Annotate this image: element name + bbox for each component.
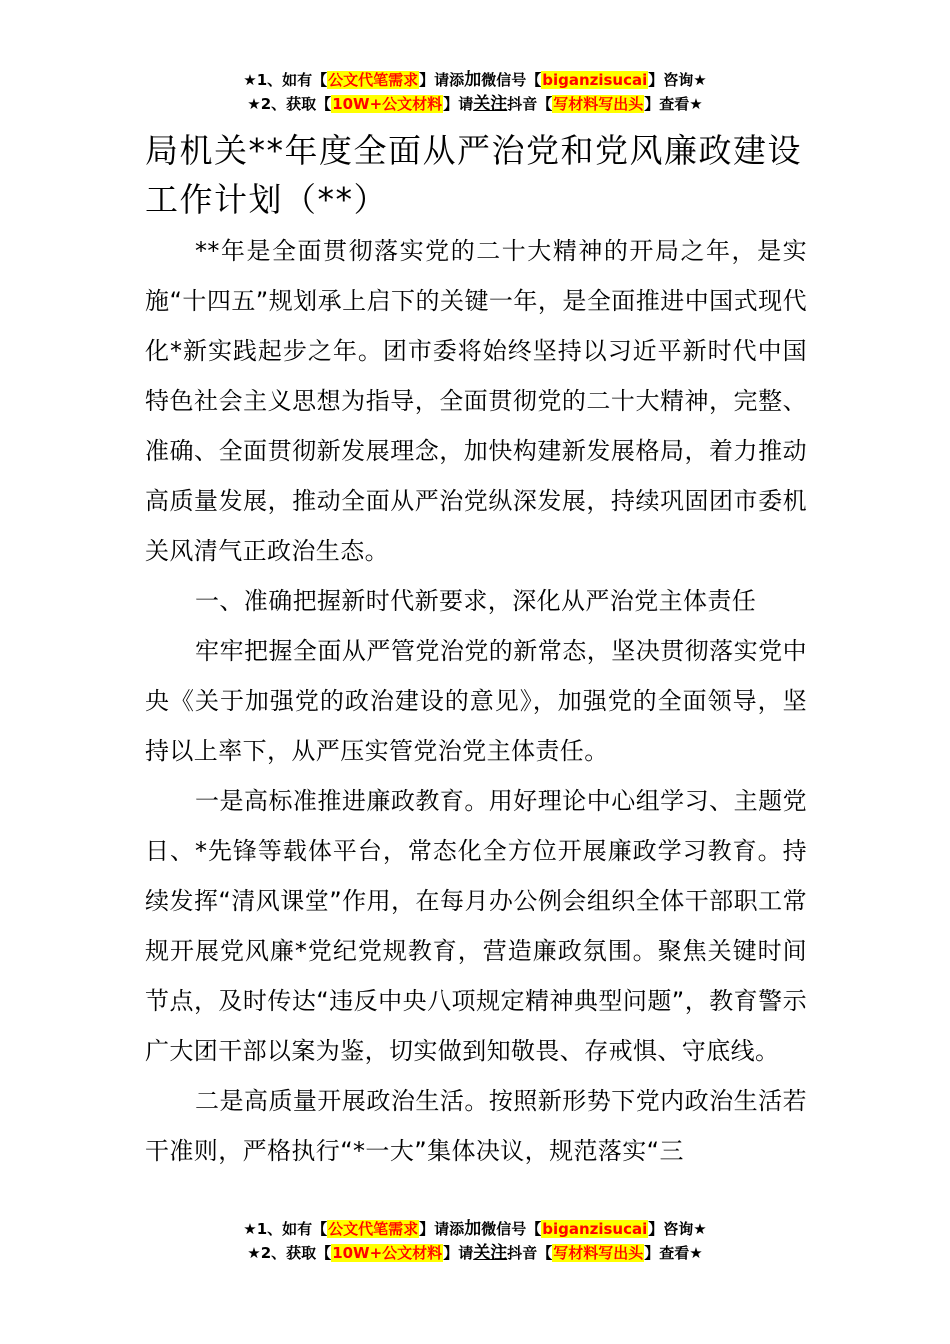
bottom-banner-line-1	[0, 1217, 950, 1241]
douyin-id-highlight: 写材料写出头	[553, 95, 644, 113]
douyin-id-highlight: 写材料写出头	[553, 1244, 644, 1262]
top-banner-line-2	[0, 92, 950, 116]
wechat-id-highlight: biganzisucai	[542, 1220, 648, 1238]
top-banner	[0, 68, 950, 116]
paragraph-section-1: 牢牢把握全面从严管党治党的新常态，坚决贯彻落实党中央《关于加强党的政治建设的意见》，加强党的全面领导，坚持以上率下，从严压实管党治党主体责任。	[145, 637, 807, 765]
banner-text: 】咨询★	[648, 1220, 707, 1238]
bottom-banner	[0, 1217, 950, 1265]
banner-text: 微信号【	[481, 71, 542, 89]
banner-text: 】咨询★	[648, 71, 707, 89]
banner-text: ★1、如有【	[243, 1220, 328, 1238]
banner-highlight: 10W+公文材料	[332, 1244, 443, 1262]
banner-text: ★1、如有【	[243, 71, 328, 89]
banner-highlight: 公文代笔需求	[328, 71, 419, 89]
banner-text: ★2、获取【	[247, 1244, 332, 1262]
document-body	[145, 126, 807, 1176]
document-title: 局机关**年度全面从严治党和党风廉政建设工作计划（**）	[145, 131, 802, 219]
banner-text: 】请添	[419, 1220, 465, 1238]
banner-emphasis: 关注	[473, 1243, 508, 1263]
banner-text: 】请	[443, 1244, 474, 1262]
bottom-banner-line-2	[0, 1241, 950, 1265]
banner-text: 微信号【	[481, 1220, 542, 1238]
paragraph-item-2: 二是高质量开展政治生活。按照新形势下党内政治生活若干准则，严格执行“*一大”集体决议，规范落实“三	[145, 1087, 807, 1165]
banner-text: ★2、获取【	[247, 95, 332, 113]
banner-text: 抖音【	[507, 1244, 553, 1262]
wechat-id-highlight: biganzisucai	[542, 71, 648, 89]
paragraph-item-1: 一是高标准推进廉政教育。用好理论中心组学习、主题党日、*先锋等载体平台，常态化全方位开展廉政学习教育。持续发挥“清风课堂”作用，在每月办公例会组织全体干部职工常规开展党风廉*党纪党规教育，营造廉政氛围。聚焦关键时间节点，及时传达“违反中央八项规定精神典型问题”，教育警示广大团干部以案为鉴，切实做到知敬畏、存戒惧、守底线。	[145, 787, 807, 1065]
banner-emphasis: 加	[464, 70, 482, 90]
section-heading-1: 一、准确把握新时代新要求，深化从严治党主体责任	[195, 587, 757, 615]
banner-text: 】请添	[419, 71, 465, 89]
banner-text: 】查看★	[644, 95, 703, 113]
banner-text: 】查看★	[644, 1244, 703, 1262]
paragraph-intro: **年是全面贯彻落实党的二十大精神的开局之年，是实施“十四五”规划承上启下的关键一年，是全面推进中国式现代化*新实践起步之年。团市委将始终坚持以习近平新时代中国特色社会主义思想为指导，全面贯彻党的二十大精神，完整、准确、全面贯彻新发展理念，加快构建新发展格局，着力推动高质量发展，推动全面从严治党纵深发展，持续巩固团市委机关风清气正政治生态。	[145, 237, 807, 565]
banner-emphasis: 加	[464, 1219, 482, 1239]
banner-highlight: 10W+公文材料	[332, 95, 443, 113]
banner-text: 】请	[443, 95, 474, 113]
banner-emphasis: 关注	[473, 94, 508, 114]
banner-highlight: 公文代笔需求	[328, 1220, 419, 1238]
banner-text: 抖音【	[507, 95, 553, 113]
top-banner-line-1	[0, 68, 950, 92]
